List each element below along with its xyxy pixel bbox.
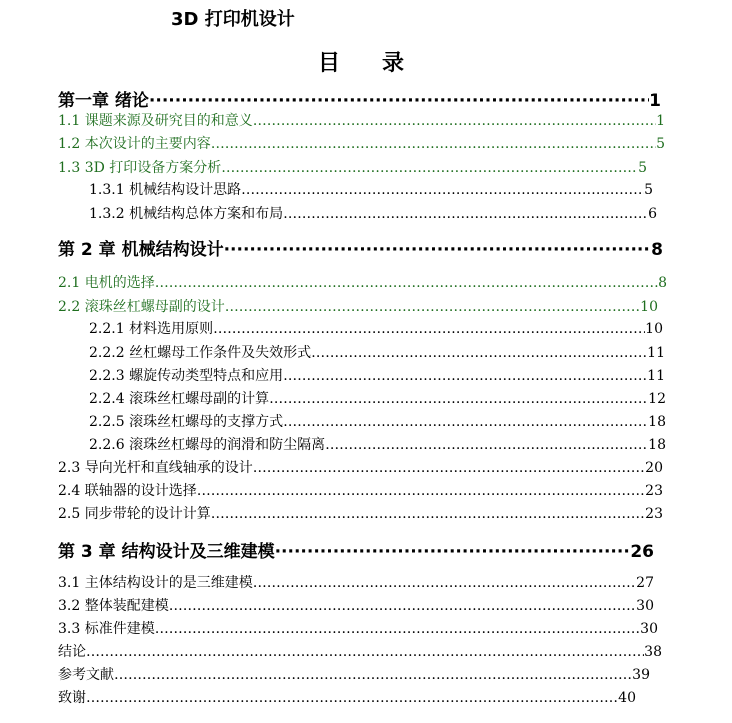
toc-entry-2-3[interactable] [58, 457, 663, 477]
toc-leader-dots [155, 621, 640, 637]
toc-entry-label: 结论 [58, 644, 86, 660]
toc-leader-dots [269, 391, 648, 407]
toc-entry-2-2-5[interactable] [89, 411, 666, 431]
toc-page-number: 18 [648, 437, 666, 453]
toc-entry-chapter-1[interactable] [58, 86, 661, 111]
toc-entry-2-2-6[interactable] [89, 434, 666, 454]
toc-entry-label: 2.2.3 螺旋传动类型特点和应用 [89, 368, 284, 384]
toc-entry-2-4[interactable] [58, 480, 663, 500]
toc-entry-label: 1.3.1 机械结构设计思路 [89, 182, 242, 198]
toc-page-number: 5 [638, 160, 647, 176]
toc-entry-label: 2.2.2 丝杠螺母工作条件及失效形式 [89, 345, 312, 361]
toc-entry-thanks[interactable] [58, 687, 636, 707]
toc-entry-label: 第一章 绪论 [58, 91, 149, 111]
toc-entry-label: 2.3 导向光杆和直线轴承的设计 [58, 460, 253, 476]
toc-entry-1-3[interactable] [58, 157, 647, 177]
toc-entry-3-1[interactable] [58, 572, 654, 592]
toc-entry-label: 参考文献 [58, 667, 114, 683]
toc-page-number: 40 [618, 690, 636, 706]
toc-page-number: 5 [644, 182, 653, 198]
toc-leader-dots [325, 437, 648, 453]
toc-entry-3-2[interactable] [58, 595, 654, 615]
toc-leader-dots [114, 667, 632, 683]
toc-leader-dots [283, 368, 647, 384]
toc-page-number: 8 [658, 275, 667, 291]
toc-leader-dots [283, 414, 648, 430]
toc-leader-dots [155, 275, 658, 291]
toc-page-number: 23 [645, 506, 663, 522]
toc-entry-2-2-1[interactable] [89, 318, 663, 338]
toc-entry-label: 2.2.5 滚珠丝杠螺母的支撑方式 [89, 414, 284, 430]
toc-entry-2-2-4[interactable] [89, 388, 666, 408]
toc-entry-1-2[interactable] [58, 133, 665, 153]
toc-page-number: 38 [644, 644, 662, 660]
toc-leader-dots [86, 690, 618, 706]
toc-entry-label: 2.2.4 滚珠丝杠螺母副的计算 [89, 391, 270, 407]
toc-page-number: 23 [645, 483, 663, 499]
toc-leader-dots [211, 506, 645, 522]
toc-page-number: 30 [636, 598, 654, 614]
toc-leader-dots [197, 483, 645, 499]
toc-page-number: 39 [632, 667, 650, 683]
toc-entry-conclusion[interactable] [58, 641, 662, 661]
toc-page-number: 27 [636, 575, 654, 591]
toc-entry-label: 3.2 整体装配建模 [58, 598, 169, 614]
toc-page-number: 8 [651, 240, 663, 260]
toc-entry-label: 第 3 章 结构设计及三维建模 [58, 542, 275, 562]
toc-entry-label: 2.4 联轴器的设计选择 [58, 483, 197, 499]
toc-leader-dots [169, 598, 636, 614]
toc-leader-dots [253, 113, 656, 129]
toc-entry-2-2-3[interactable] [89, 365, 665, 385]
toc-entry-label: 2.5 同步带轮的设计计算 [58, 506, 211, 522]
toc-entry-label: 2.2.1 材料选用原则 [89, 321, 214, 337]
toc-entry-label: 2.1 电机的选择 [58, 275, 155, 291]
toc-entry-label: 1.2 本次设计的主要内容 [58, 136, 211, 152]
toc-entry-chapter-2[interactable] [58, 235, 663, 260]
toc-leader-dots [283, 206, 648, 222]
toc-page-number: 10 [640, 299, 658, 315]
toc-leader-dots [224, 240, 652, 260]
toc-page-number: 26 [630, 542, 654, 562]
toc-page-number: 11 [647, 345, 665, 361]
toc-entry-label: 2.2 滚珠丝杠螺母副的设计 [58, 299, 225, 315]
toc-page-number: 30 [640, 621, 658, 637]
toc-page-number: 5 [656, 136, 665, 152]
toc-entry-1-3-1[interactable] [89, 179, 653, 199]
toc-entry-2-2-2[interactable] [89, 342, 665, 362]
toc-entry-label: 致谢 [58, 690, 86, 706]
toc-entry-label: 3.3 标准件建模 [58, 621, 155, 637]
toc-entry-label: 1.3.2 机械结构总体方案和布局 [89, 206, 284, 222]
toc-entry-1-1[interactable] [58, 110, 665, 130]
toc-page-number: 20 [645, 460, 663, 476]
toc-entry-chapter-3[interactable] [58, 537, 654, 562]
toc-leader-dots [253, 575, 636, 591]
document-title: 3D 打印机设计 [171, 9, 295, 30]
toc-page-number: 1 [656, 113, 665, 129]
toc-entry-references[interactable] [58, 664, 650, 684]
toc-page-number: 11 [647, 368, 665, 384]
toc-entry-2-2[interactable] [58, 296, 658, 316]
toc-page-number: 6 [648, 206, 657, 222]
toc-leader-dots [225, 299, 640, 315]
toc-entry-2-5[interactable] [58, 503, 663, 523]
toc-entry-label: 第 2 章 机械结构设计 [58, 240, 224, 260]
toc-title: 目录 [318, 51, 447, 76]
toc-entry-label: 1.3 3D 打印设备方案分析 [58, 160, 222, 176]
toc-leader-dots [253, 460, 645, 476]
toc-entry-label: 1.1 课题来源及研究目的和意义 [58, 113, 253, 129]
toc-entry-3-3[interactable] [58, 618, 658, 638]
toc-leader-dots [241, 182, 644, 198]
toc-page-number: 1 [649, 91, 661, 111]
toc-entry-2-1[interactable] [58, 272, 667, 292]
toc-entry-label: 3.1 主体结构设计的是三维建模 [58, 575, 253, 591]
toc-page-number: 18 [648, 414, 666, 430]
toc-leader-dots [86, 644, 644, 660]
toc-page-number: 10 [645, 321, 663, 337]
toc-leader-dots [221, 160, 638, 176]
toc-leader-dots [149, 91, 649, 111]
toc-leader-dots [311, 345, 647, 361]
toc-page-number: 12 [648, 391, 666, 407]
toc-leader-dots [211, 136, 656, 152]
toc-entry-1-3-2[interactable] [89, 203, 657, 223]
toc-leader-dots [213, 321, 645, 337]
toc-entry-label: 2.2.6 滚珠丝杠螺母的润滑和防尘隔离 [89, 437, 326, 453]
toc-leader-dots [275, 542, 631, 562]
